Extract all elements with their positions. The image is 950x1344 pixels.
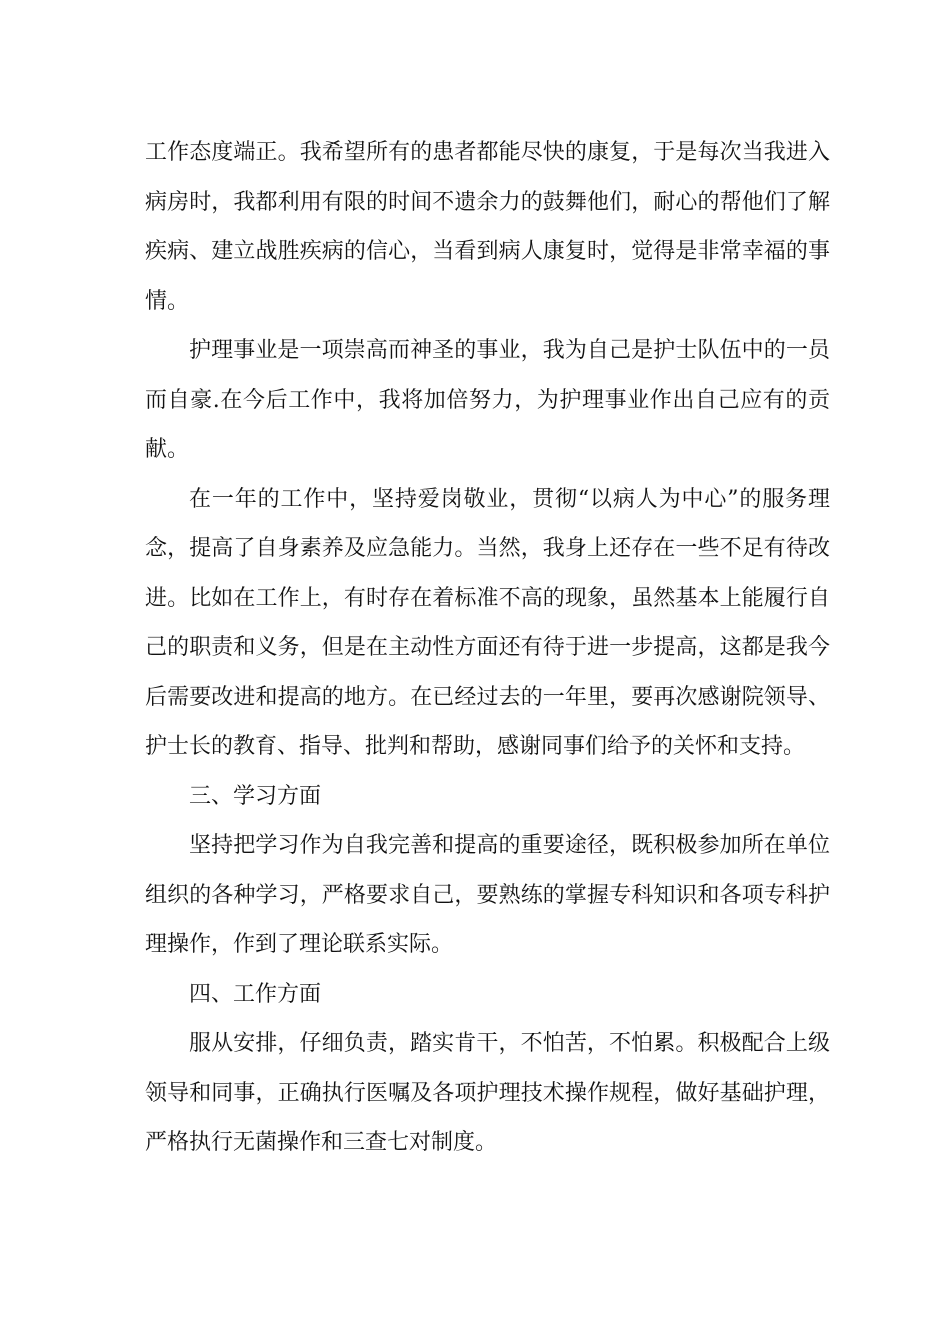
paragraph-study: 坚持把学习作为自我完善和提高的重要途径，既积极参加所在单位组织的各种学习，严格要求自己，要熟练的掌握专科知识和各项专科护理操作，作到了理论联系实际。 (145, 833, 830, 957)
paragraph-nursing-career: 护理事业是一项崇高而神圣的事业，我为自己是护士队伍中的一员而自豪.在今后工作中，我将加倍努力，为护理事业作出自己应有的贡献。 (145, 338, 830, 462)
paragraph-year-review: 在一年的工作中，坚持爱岗敬业，贯彻“以病人为中心”的服务理念，提高了自身素养及应急能力。当然，我身上还存在一些不足有待改进。比如在工作上，有时存在着标准不高的现象，虽然基本上能履行自己的职责和义务，但是在主动性方面还有待于进一步提高，这都是我今后需要改进和提高的地方。在已经过去的一年里，要再次感谢院领导、护士长的教育、指导、批判和帮助，感谢同事们给予的关怀和支持。 (145, 486, 830, 759)
paragraph-work: 服从安排，仔细负责，踏实肯干，不怕苦，不怕累。积极配合上级领导和同事，正确执行医嘱及各项护理技术操作规程，做好基础护理，严格执行无菌操作和三查七对制度。 (145, 1031, 830, 1155)
heading-work: 四、工作方面 (189, 981, 322, 1007)
document-body (145, 128, 830, 1168)
paragraph-patient-care: 工作态度端正。我希望所有的患者都能尽快的康复，于是每次当我进入病房时，我都利用有限的时间不遗余力的鼓舞他们，耐心的帮他们了解疾病、建立战胜疾病的信心，当看到病人康复时，觉得是非常幸福的事情。 (145, 140, 830, 314)
heading-study: 三、学习方面 (189, 783, 322, 809)
